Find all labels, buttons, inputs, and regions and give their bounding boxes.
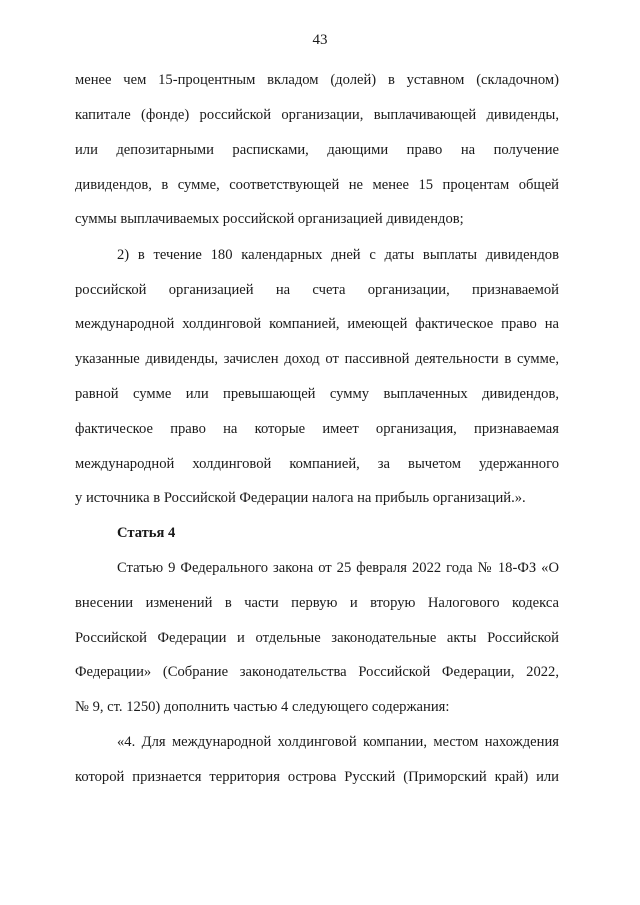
text-line: № 9, ст. 1250) дополнить частью 4 следующего содержания: <box>75 699 450 715</box>
text-line: международной холдинговой компанией, за вычетом удержанного <box>75 456 559 472</box>
article-heading: Статья 4 <box>117 525 176 541</box>
text-line: «4. Для международной холдинговой компании, местом нахождения <box>117 734 559 750</box>
text-line: или депозитарными расписками, дающими право на получение <box>75 142 559 158</box>
text-line: суммы выплачиваемых российской организацией дивидендов; <box>75 211 464 227</box>
text-line: внесении изменений в части первую и вторую Налогового кодекса <box>75 595 559 611</box>
text-line: указанные дивиденды, зачислен доход от пассивной деятельности в сумме, <box>75 351 559 367</box>
text-line: дивидендов, в сумме, соответствующей не менее 15 процентам общей <box>75 177 559 193</box>
text-line: равной сумме или превышающей сумму выплаченных дивидендов, <box>75 386 559 402</box>
text-line: российской организацией на счета организации, признаваемой <box>75 282 559 298</box>
page-number: 43 <box>312 32 328 48</box>
text-line: 2) в течение 180 календарных дней с даты выплаты дивидендов <box>117 247 559 263</box>
text-line: международной холдинговой компанией, имеющей фактическое право на <box>75 316 559 332</box>
text-line: менее чем 15-процентным вкладом (долей) в уставном (складочном) <box>75 72 559 88</box>
text-line: фактическое право на которые имеет организация, признаваемая <box>75 421 559 437</box>
text-line: которой признается территория острова Русский (Приморский край) или <box>75 769 559 785</box>
text-line: Российской Федерации и отдельные законодательные акты Российской <box>75 630 559 646</box>
text-line: Федерации» (Собрание законодательства Российской Федерации, 2022, <box>75 664 559 680</box>
text-line: Статью 9 Федерального закона от 25 февраля 2022 года № 18-ФЗ «О <box>117 560 559 576</box>
text-line: капитале (фонде) российской организации, выплачивающей дивиденды, <box>75 107 559 123</box>
text-line: у источника в Российской Федерации налога на прибыль организаций.». <box>75 490 526 506</box>
